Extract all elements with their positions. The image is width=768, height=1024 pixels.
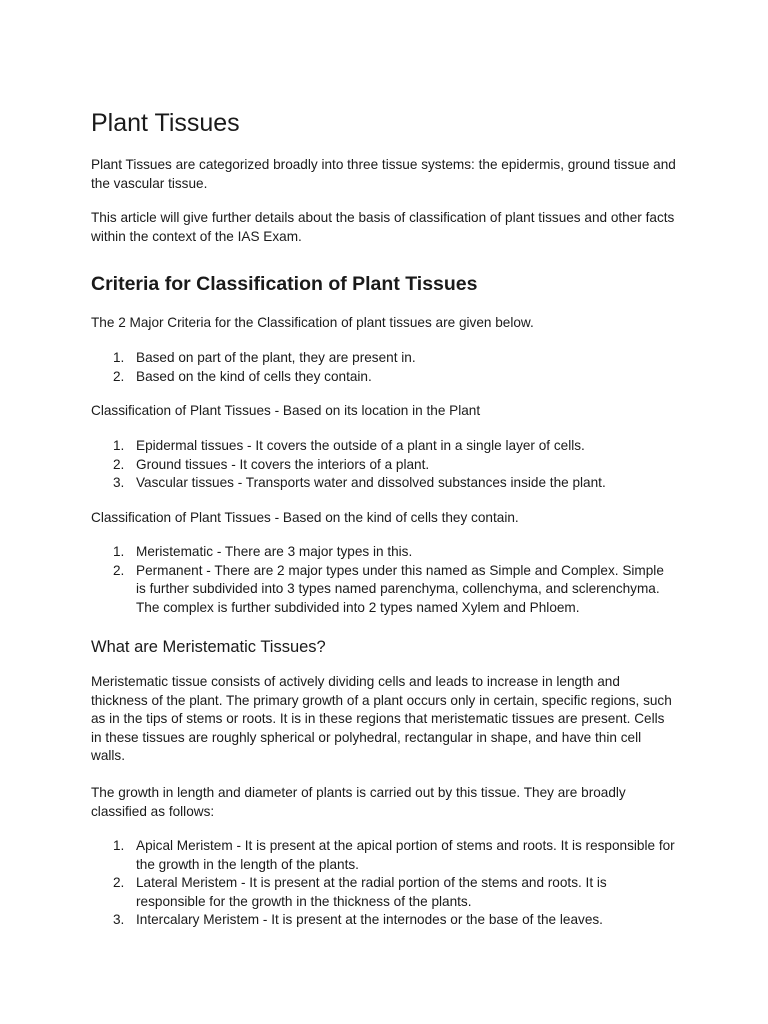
list-item xyxy=(91,349,676,368)
meristem-types-list xyxy=(91,837,676,930)
list-number: 2. xyxy=(113,875,125,891)
list-item-text: Based on part of the plant, they are present in. xyxy=(136,350,416,365)
page-title: Plant Tissues xyxy=(91,109,240,137)
list-item-text: Epidermal tissues - It covers the outside of a plant in a single layer of cells. xyxy=(136,438,585,453)
list-item xyxy=(91,562,676,618)
list-item-text: Vascular tissues - Transports water and dissolved substances inside the plant. xyxy=(136,475,606,491)
list-item-text: Meristematic - There are 3 major types in this. xyxy=(136,544,413,559)
list-item-text: Permanent - There are 2 major types under this named as Simple and Complex. Simple is further subdivided into 3 types named parenchyma, collenchyma, and sclerenchyma. The complex is further subdivided into 2 types named Xylem and Phloem. xyxy=(136,562,664,615)
location-list xyxy=(91,437,676,493)
list-item xyxy=(91,874,676,911)
list-item xyxy=(91,437,676,456)
meristematic-paragraph-2: The growth in length and diameter of plants is carried out by this tissue. They are broadly classified as follows: xyxy=(91,785,626,819)
list-number: 2. xyxy=(113,562,125,578)
meristematic-paragraph-1: Meristematic tissue consists of actively dividing cells and leads to increase in length and thickness of the plant. The primary growth of a plant occurs only in certain, specific regions, such as in the tips of stems or roots. It is in these regions that meristematic tissues are present. Cells in these tissues are roughly spherical or polyhedral, rectangular in shape, and have thin cell walls. xyxy=(91,674,672,764)
list-number: 1. xyxy=(113,544,125,559)
list-item-text: Lateral Meristem - It is present at the radial portion of the stems and roots. It is responsible for the growth in the thickness of the plants. xyxy=(136,875,607,909)
list-number: 2. xyxy=(113,456,125,472)
list-item xyxy=(91,368,676,387)
intro-paragraph-1: Plant Tissues are categorized broadly into three tissue systems: the epidermis, ground tissue and the vascular tissue. xyxy=(91,157,676,191)
list-number: 2. xyxy=(113,368,125,384)
list-item-text: Intercalary Meristem - It is present at the internodes or the base of the leaves. xyxy=(136,912,603,928)
list-item-text: Ground tissues - It covers the interiors of a plant. xyxy=(136,456,430,472)
list-number: 3. xyxy=(113,475,125,491)
list-number: 1. xyxy=(113,350,125,365)
criteria-lead: The 2 Major Criteria for the Classification of plant tissues are given below. xyxy=(91,315,534,330)
cells-lead: Classification of Plant Tissues - Based on the kind of cells they contain. xyxy=(91,510,519,525)
criteria-list xyxy=(91,349,676,386)
list-item-text: Based on the kind of cells they contain. xyxy=(136,368,372,384)
list-item xyxy=(91,911,676,930)
cells-list xyxy=(91,543,676,617)
list-item xyxy=(91,837,676,874)
list-number: 1. xyxy=(113,838,125,853)
criteria-heading: Criteria for Classification of Plant Tissues xyxy=(91,273,478,295)
list-number: 3. xyxy=(113,912,125,928)
intro-paragraph-2: This article will give further details about the basis of classification of plant tissues and other facts within the context of the IAS Exam. xyxy=(91,210,675,244)
location-lead: Classification of Plant Tissues - Based on its location in the Plant xyxy=(91,403,481,418)
meristematic-heading: What are Meristematic Tissues? xyxy=(91,638,326,656)
list-item-text: Apical Meristem - It is present at the apical portion of stems and roots. It is responsible for the growth in the length of the plants. xyxy=(136,838,675,872)
list-item xyxy=(91,456,676,475)
list-item xyxy=(91,543,676,562)
list-item xyxy=(91,474,676,493)
list-number: 1. xyxy=(113,438,125,453)
